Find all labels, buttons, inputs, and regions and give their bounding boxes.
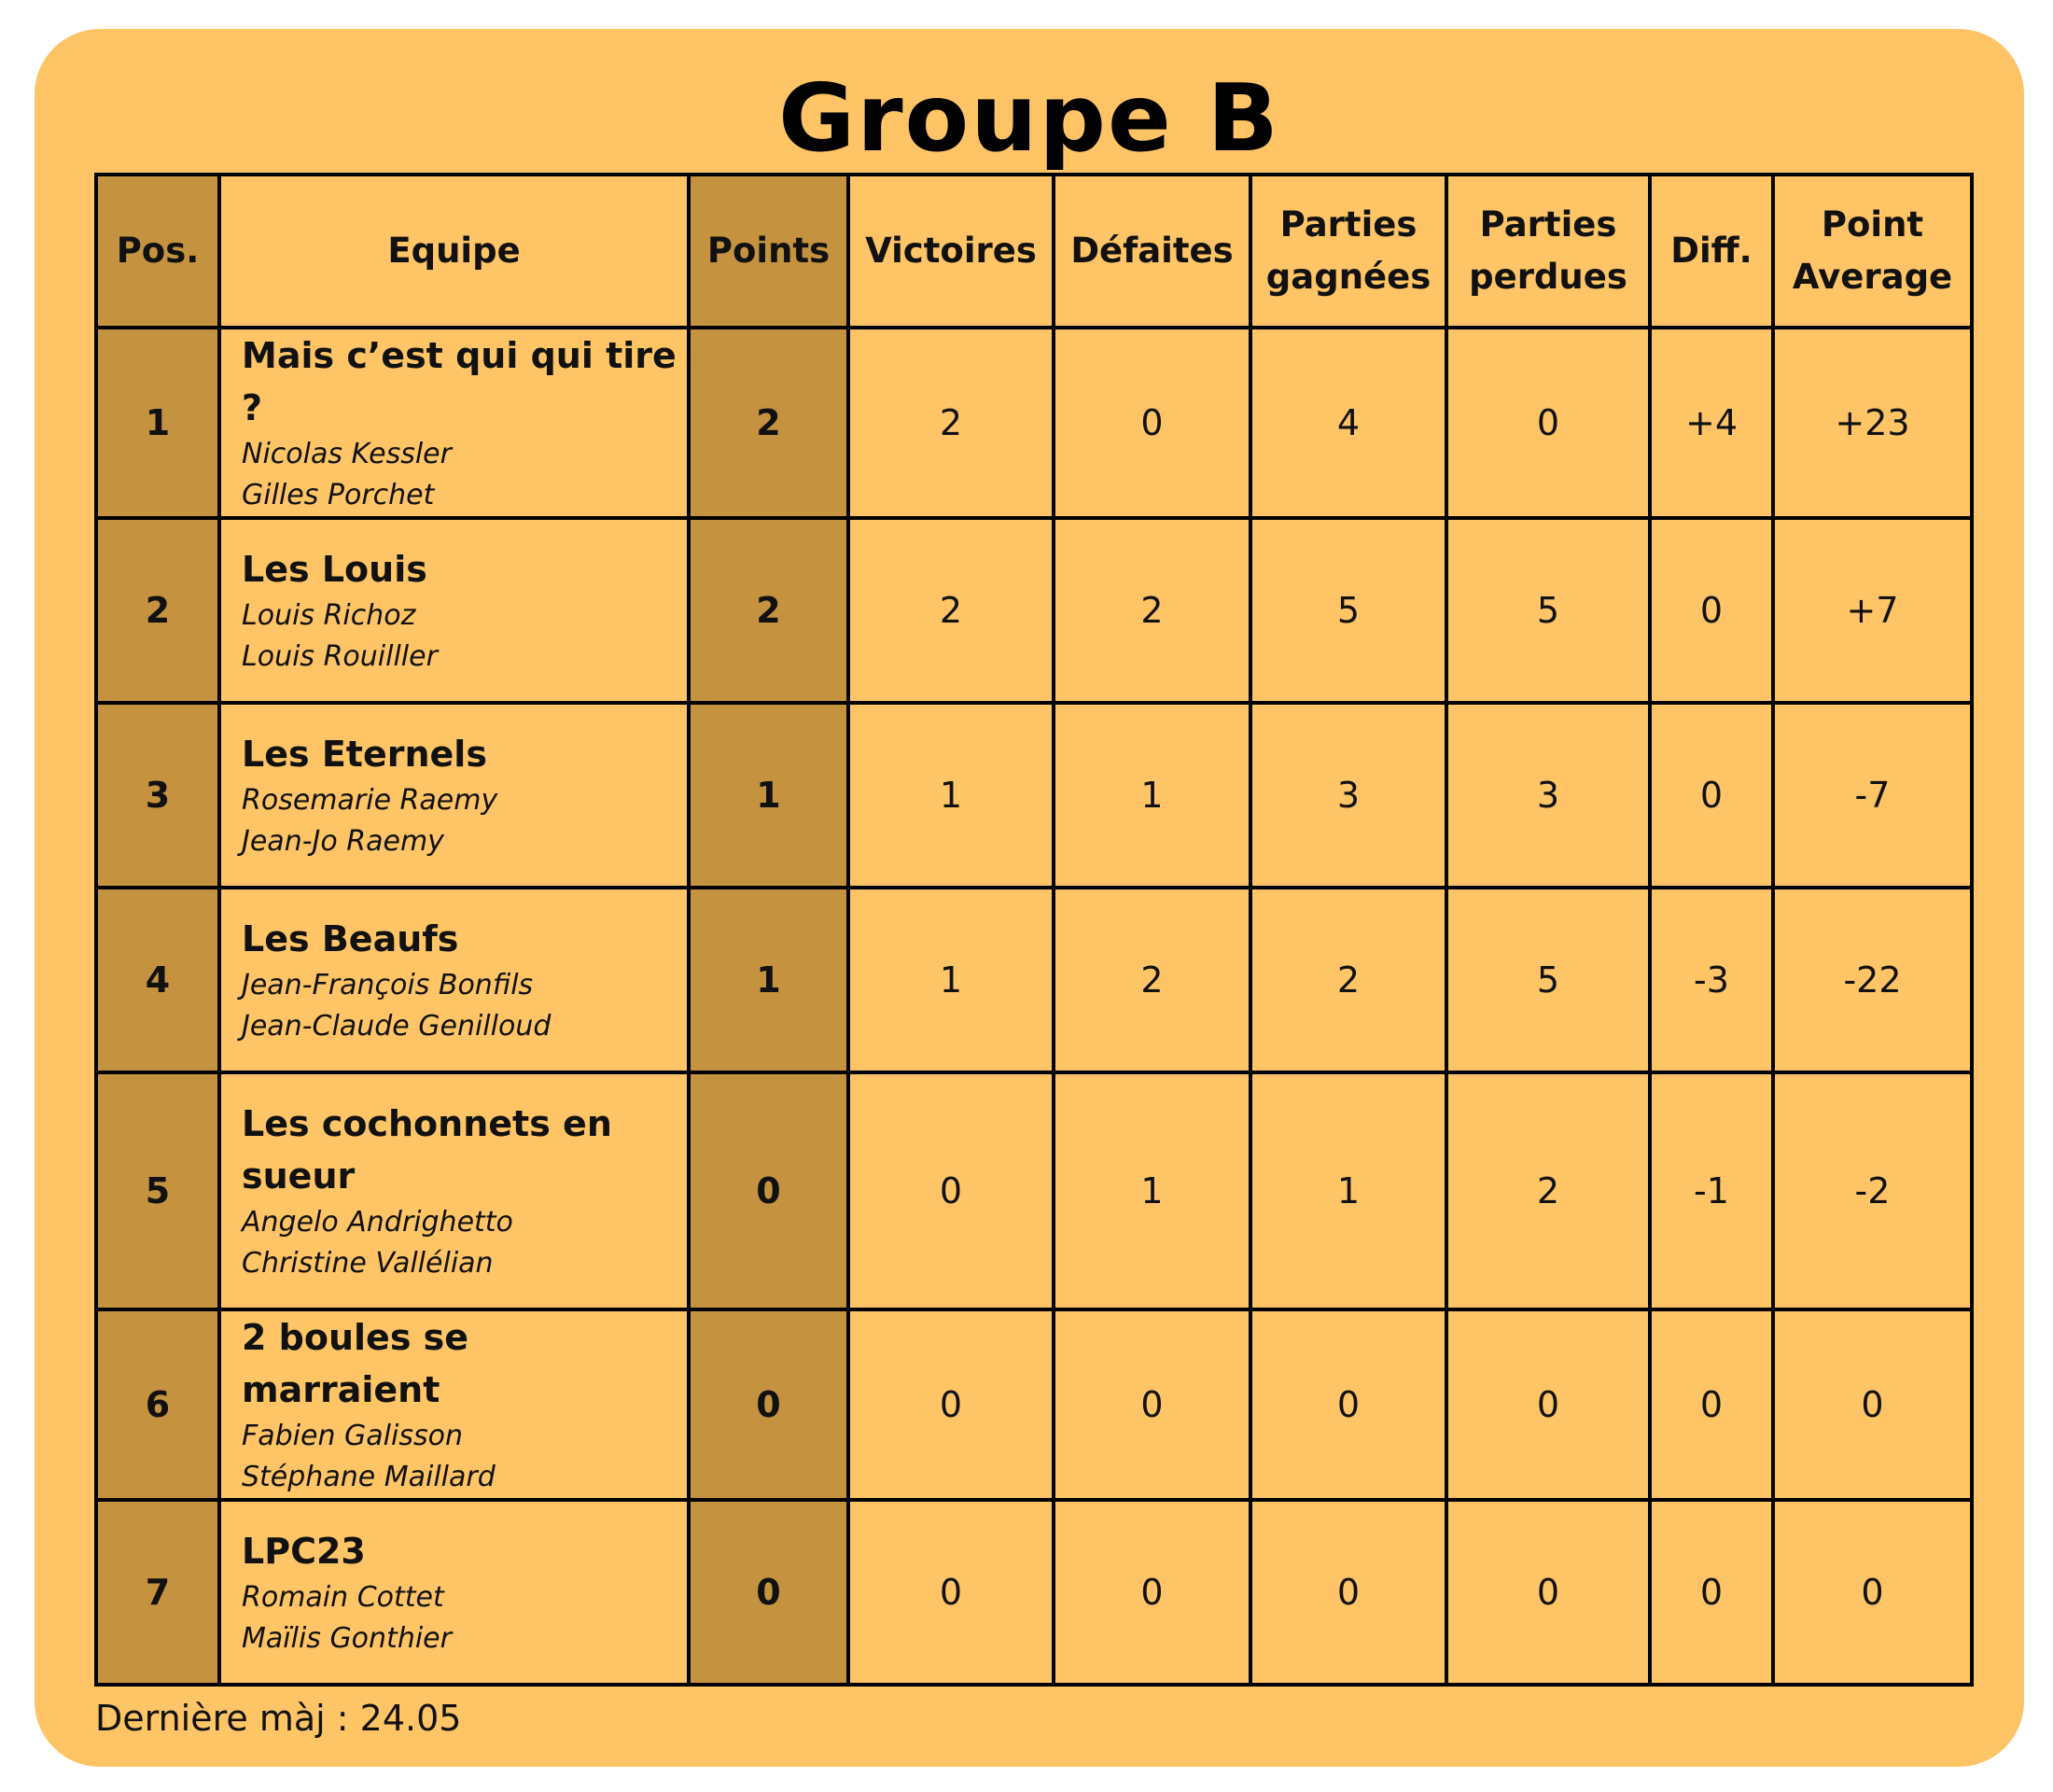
games-lost-cell: 0 xyxy=(1446,1500,1650,1685)
last-update-text: Dernière màj : 24.05 xyxy=(95,1698,462,1739)
team-cell xyxy=(219,518,689,703)
games-lost-cell: 5 xyxy=(1446,888,1650,1072)
diff-cell: 0 xyxy=(1650,1500,1773,1685)
losses-cell: 2 xyxy=(1054,888,1250,1072)
player-name: Romain Cottet xyxy=(242,1581,444,1614)
diff-cell: -1 xyxy=(1650,1072,1773,1309)
losses-cell: 1 xyxy=(1054,703,1250,888)
wins-cell: 0 xyxy=(848,1500,1054,1685)
team-cell xyxy=(219,1072,689,1309)
losses-cell: 2 xyxy=(1054,518,1250,703)
diff-cell: -3 xyxy=(1650,888,1773,1072)
losses-cell: 1 xyxy=(1054,1072,1250,1309)
games-won-cell: 5 xyxy=(1250,518,1446,703)
point-average-cell: 0 xyxy=(1773,1309,1972,1500)
games-lost-cell: 2 xyxy=(1446,1072,1650,1309)
team-cell xyxy=(219,328,689,518)
header-pos: Pos. xyxy=(96,175,219,328)
losses-cell: 0 xyxy=(1054,1309,1250,1500)
points-cell: 2 xyxy=(689,518,848,703)
team-cell xyxy=(219,1309,689,1500)
diff-cell: +4 xyxy=(1650,328,1773,518)
header-point-average: Point Average xyxy=(1773,175,1972,328)
table-row xyxy=(96,518,1972,703)
wins-cell: 0 xyxy=(848,1309,1054,1500)
team-name: Les cochonnets en sueur xyxy=(242,1103,612,1197)
points-cell: 1 xyxy=(689,703,848,888)
point-average-cell: -7 xyxy=(1773,703,1972,888)
wins-cell: 0 xyxy=(848,1072,1054,1309)
losses-cell: 0 xyxy=(1054,1500,1250,1685)
pos-cell: 3 xyxy=(96,703,219,888)
table-row xyxy=(96,703,1972,888)
player-name: Jean-Jo Raemy xyxy=(242,825,444,858)
header-games-lost: Parties perdues xyxy=(1446,175,1650,328)
player-name: Jean-François Bonfils xyxy=(242,969,534,1001)
team-name: 2 boules se marraient xyxy=(242,1317,469,1410)
games-won-cell: 1 xyxy=(1250,1072,1446,1309)
player-name: Jean-Claude Genilloud xyxy=(242,1010,552,1043)
team-name: Mais c’est qui qui tire ? xyxy=(242,335,677,428)
player-name: Christine Vallélian xyxy=(242,1247,494,1280)
diff-cell: 0 xyxy=(1650,703,1773,888)
header-team: Equipe xyxy=(219,175,689,328)
pos-cell: 4 xyxy=(96,888,219,1072)
wins-cell: 2 xyxy=(848,518,1054,703)
team-name: Les Beaufs xyxy=(242,918,459,959)
player-name: Gilles Porchet xyxy=(242,479,435,511)
games-won-cell: 3 xyxy=(1250,703,1446,888)
header-row xyxy=(96,175,1972,328)
pos-cell: 5 xyxy=(96,1072,219,1309)
header-diff: Diff. xyxy=(1650,175,1773,328)
games-lost-cell: 5 xyxy=(1446,518,1650,703)
header-games-won: Parties gagnées xyxy=(1250,175,1446,328)
diff-cell: 0 xyxy=(1650,518,1773,703)
player-name: Louis Richoz xyxy=(242,599,416,632)
player-name: Angelo Andrighetto xyxy=(242,1206,513,1239)
table-row xyxy=(96,1500,1972,1685)
pos-cell: 6 xyxy=(96,1309,219,1500)
header-wins: Victoires xyxy=(848,175,1054,328)
standings-table xyxy=(94,173,1974,1687)
table-row xyxy=(96,1309,1972,1500)
player-name: Rosemarie Raemy xyxy=(242,784,498,817)
point-average-cell: +23 xyxy=(1773,328,1972,518)
games-won-cell: 0 xyxy=(1250,1500,1446,1685)
games-won-cell: 4 xyxy=(1250,328,1446,518)
pos-cell: 2 xyxy=(96,518,219,703)
table-row xyxy=(96,888,1972,1072)
team-cell xyxy=(219,1500,689,1685)
points-cell: 0 xyxy=(689,1309,848,1500)
point-average-cell: -2 xyxy=(1773,1072,1972,1309)
wins-cell: 1 xyxy=(848,703,1054,888)
team-cell xyxy=(219,703,689,888)
table-row xyxy=(96,328,1972,518)
wins-cell: 2 xyxy=(848,328,1054,518)
team-cell xyxy=(219,888,689,1072)
games-won-cell: 0 xyxy=(1250,1309,1446,1500)
header-points: Points xyxy=(689,175,848,328)
standings-card xyxy=(35,29,2024,1767)
header-losses: Défaites xyxy=(1054,175,1250,328)
games-lost-cell: 0 xyxy=(1446,1309,1650,1500)
team-name: LPC23 xyxy=(242,1531,366,1572)
point-average-cell: -22 xyxy=(1773,888,1972,1072)
point-average-cell: +7 xyxy=(1773,518,1972,703)
team-name: Les Eternels xyxy=(242,734,487,775)
player-name: Maïlis Gonthier xyxy=(242,1622,452,1655)
group-title: Groupe B xyxy=(778,63,1280,173)
pos-cell: 1 xyxy=(96,328,219,518)
pos-cell: 7 xyxy=(96,1500,219,1685)
games-won-cell: 2 xyxy=(1250,888,1446,1072)
team-name: Les Louis xyxy=(242,549,427,590)
diff-cell: 0 xyxy=(1650,1309,1773,1500)
player-name: Fabien Galisson xyxy=(242,1420,463,1452)
player-name: Nicolas Kessler xyxy=(242,438,452,470)
player-name: Stéphane Maillard xyxy=(242,1461,496,1493)
losses-cell: 0 xyxy=(1054,328,1250,518)
player-name: Louis Rouilller xyxy=(242,640,438,673)
wins-cell: 1 xyxy=(848,888,1054,1072)
table-row xyxy=(96,1072,1972,1309)
points-cell: 1 xyxy=(689,888,848,1072)
points-cell: 2 xyxy=(689,328,848,518)
points-cell: 0 xyxy=(689,1072,848,1309)
games-lost-cell: 0 xyxy=(1446,328,1650,518)
point-average-cell: 0 xyxy=(1773,1500,1972,1685)
points-cell: 0 xyxy=(689,1500,848,1685)
games-lost-cell: 3 xyxy=(1446,703,1650,888)
